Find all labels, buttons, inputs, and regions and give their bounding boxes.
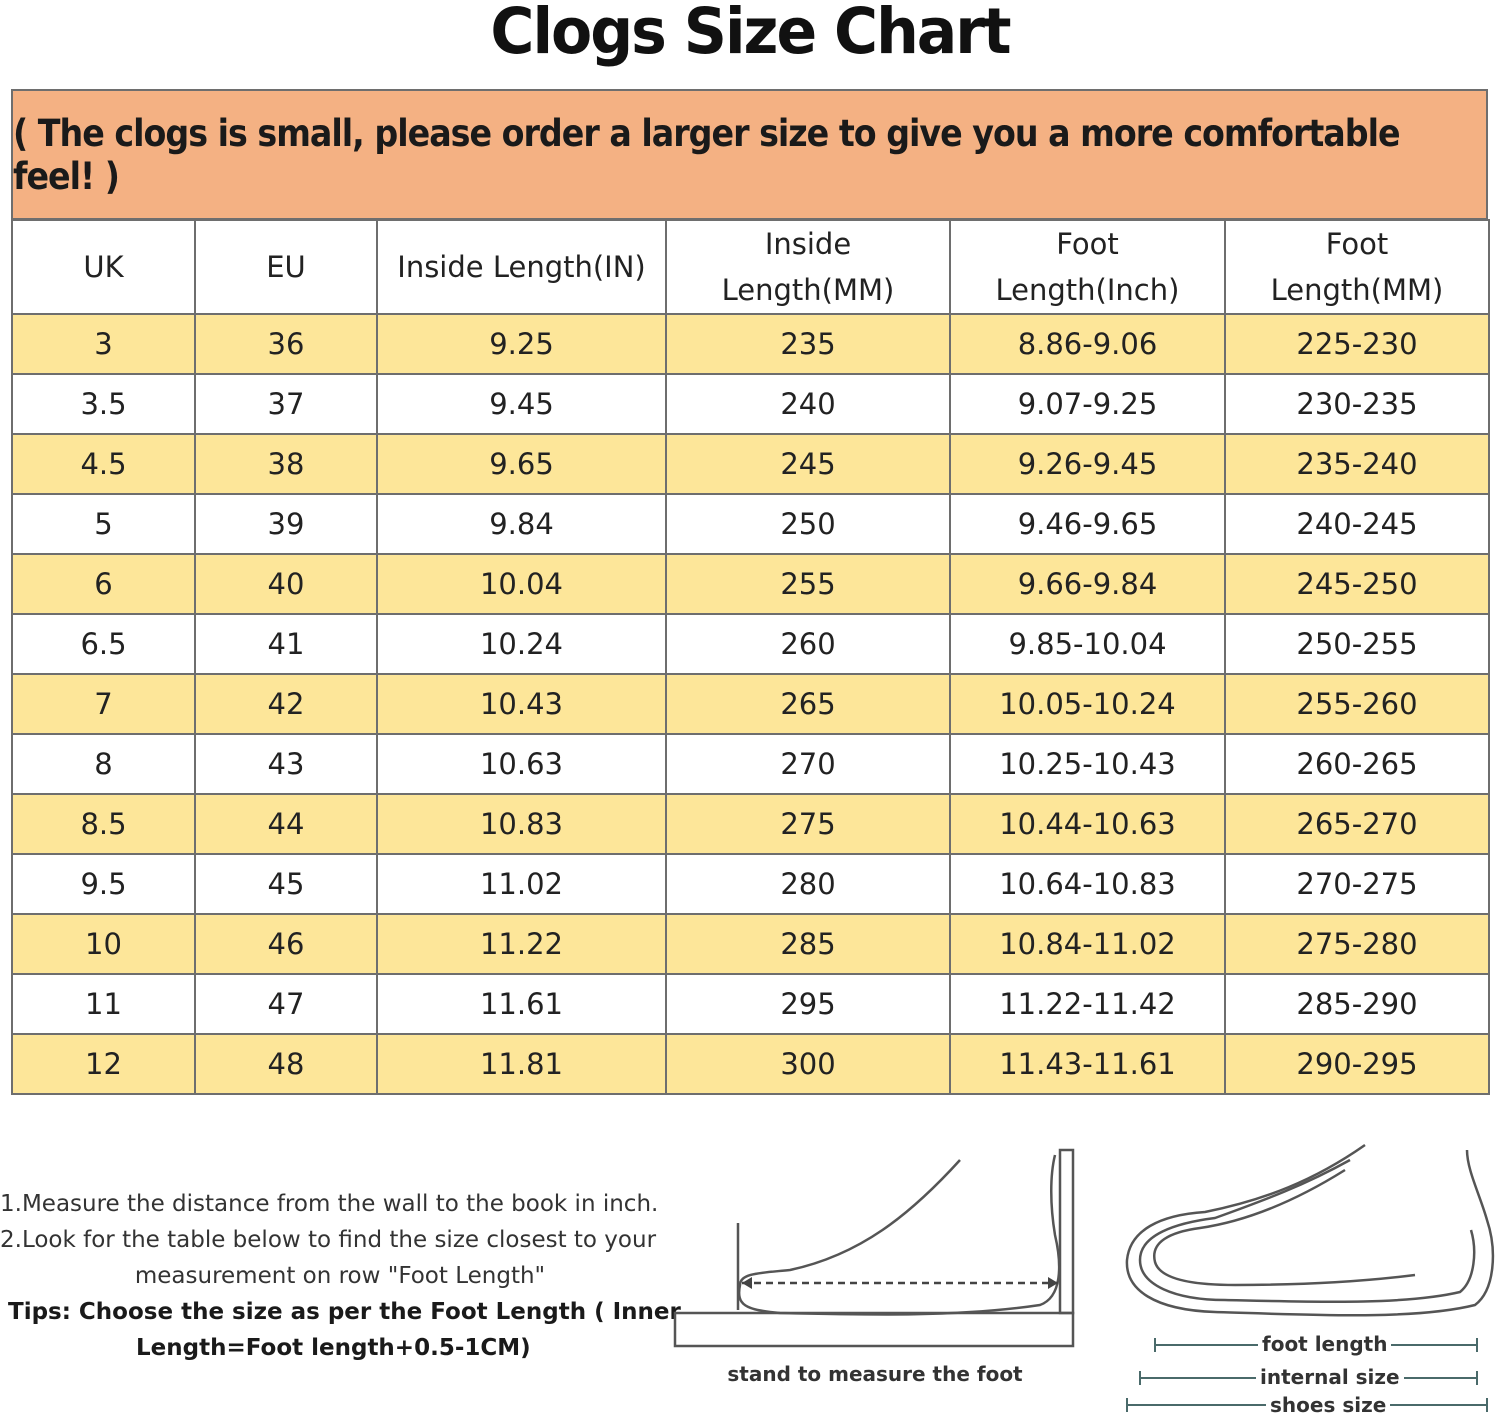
cell-eu: 47 xyxy=(195,974,377,1034)
cell-eu: 42 xyxy=(195,674,377,734)
table-row xyxy=(12,974,1489,1034)
cell-inside-length-mm: 300 xyxy=(666,1034,950,1094)
header-uk xyxy=(12,220,195,314)
cell-foot-length-inch: 9.07-9.25 xyxy=(950,374,1225,434)
cell-inside-length-in: 9.65 xyxy=(377,434,666,494)
header-inside-length-mm-line: Length(MM) xyxy=(721,273,895,307)
cell-foot-length-inch: 10.84-11.02 xyxy=(950,914,1225,974)
cell-uk: 3.5 xyxy=(12,374,195,434)
cell-foot-length-inch: 10.64-10.83 xyxy=(950,854,1225,914)
cell-inside-length-in: 11.02 xyxy=(377,854,666,914)
table-row xyxy=(12,614,1489,674)
cell-uk: 5 xyxy=(12,494,195,554)
cell-inside-length-in: 10.04 xyxy=(377,554,666,614)
cell-inside-length-in: 10.63 xyxy=(377,734,666,794)
header-inside-length-in-line: Inside Length(IN) xyxy=(397,250,646,284)
cell-uk: 3 xyxy=(12,314,195,374)
cell-eu: 46 xyxy=(195,914,377,974)
floor-board xyxy=(675,1313,1073,1346)
cell-inside-length-in: 10.83 xyxy=(377,794,666,854)
cell-foot-length-inch: 9.85-10.04 xyxy=(950,614,1225,674)
internal-size-label: internal size xyxy=(1256,1365,1404,1389)
shoe-outer-outline xyxy=(1127,1145,1493,1315)
table-row xyxy=(12,914,1489,974)
header-foot-length-mm-line: Length(MM) xyxy=(1270,273,1444,307)
cell-eu: 45 xyxy=(195,854,377,914)
tips xyxy=(0,1294,681,1366)
cell-inside-length-in: 10.24 xyxy=(377,614,666,674)
cell-inside-length-mm: 275 xyxy=(666,794,950,854)
cell-foot-length-mm: 225-230 xyxy=(1225,314,1489,374)
foot-inside-outline xyxy=(1154,1170,1415,1285)
wall xyxy=(1060,1150,1073,1313)
cell-inside-length-in: 9.45 xyxy=(377,374,666,434)
cell-uk: 12 xyxy=(12,1034,195,1094)
cell-uk: 11 xyxy=(12,974,195,1034)
cell-inside-length-mm: 285 xyxy=(666,914,950,974)
size-warning-banner: ( The clogs is small, please order a larger size to give you a more comfortable feel! ) xyxy=(11,89,1488,220)
table-row xyxy=(12,374,1489,434)
cell-foot-length-inch: 8.86-9.06 xyxy=(950,314,1225,374)
cell-uk: 6.5 xyxy=(12,614,195,674)
page-title: Clogs Size Chart xyxy=(490,0,1010,69)
cell-uk: 6 xyxy=(12,554,195,614)
cell-uk: 8 xyxy=(12,734,195,794)
cell-foot-length-inch: 9.46-9.65 xyxy=(950,494,1225,554)
cell-inside-length-mm: 235 xyxy=(666,314,950,374)
cell-eu: 44 xyxy=(195,794,377,854)
cell-foot-length-inch: 9.66-9.84 xyxy=(950,554,1225,614)
stand-caption: stand to measure the foot xyxy=(727,1362,1023,1386)
cell-inside-length-mm: 250 xyxy=(666,494,950,554)
cell-uk: 9.5 xyxy=(12,854,195,914)
instruction-step-2-cont: measurement on row "Foot Length" xyxy=(134,1263,546,1289)
cell-eu: 40 xyxy=(195,554,377,614)
tips-line-1: Tips: Choose the size as per the Foot Length ( Inner xyxy=(8,1299,681,1325)
cell-inside-length-in: 10.43 xyxy=(377,674,666,734)
cell-inside-length-mm: 240 xyxy=(666,374,950,434)
cell-eu: 39 xyxy=(195,494,377,554)
cell-eu: 37 xyxy=(195,374,377,434)
size-table xyxy=(11,219,1490,1095)
cell-foot-length-mm: 265-270 xyxy=(1225,794,1489,854)
shoes-size-label: shoes size xyxy=(1266,1393,1390,1417)
cell-foot-length-mm: 250-255 xyxy=(1225,614,1489,674)
cell-foot-length-inch: 10.44-10.63 xyxy=(950,794,1225,854)
cell-eu: 41 xyxy=(195,614,377,674)
cell-uk: 8.5 xyxy=(12,794,195,854)
table-row xyxy=(12,794,1489,854)
header-inside-length-in xyxy=(377,220,666,314)
cell-eu: 36 xyxy=(195,314,377,374)
header-foot-length-inch-line: Foot xyxy=(1056,227,1119,261)
cell-inside-length-mm: 260 xyxy=(666,614,950,674)
header-foot-length-inch-line: Length(Inch) xyxy=(995,273,1180,307)
cell-uk: 7 xyxy=(12,674,195,734)
header-inside-length-mm-line: Inside xyxy=(764,227,852,261)
cell-inside-length-in: 11.22 xyxy=(377,914,666,974)
instruction-step-1: 1.Measure the distance from the wall to the book in inch. xyxy=(0,1191,659,1217)
table-row xyxy=(12,554,1489,614)
shoe-inner-outline xyxy=(1140,1160,1474,1302)
table-body xyxy=(12,314,1489,1094)
cell-inside-length-mm: 265 xyxy=(666,674,950,734)
cell-eu: 38 xyxy=(195,434,377,494)
cell-foot-length-mm: 230-235 xyxy=(1225,374,1489,434)
header-foot-length-inch xyxy=(950,220,1225,314)
cell-inside-length-mm: 245 xyxy=(666,434,950,494)
cell-foot-length-mm: 270-275 xyxy=(1225,854,1489,914)
table-row xyxy=(12,1034,1489,1094)
cell-foot-length-mm: 260-265 xyxy=(1225,734,1489,794)
header-foot-length-mm-line: Foot xyxy=(1325,227,1389,261)
table-row xyxy=(12,854,1489,914)
cell-inside-length-mm: 255 xyxy=(666,554,950,614)
cell-foot-length-mm: 235-240 xyxy=(1225,434,1489,494)
cell-eu: 48 xyxy=(195,1034,377,1094)
cell-inside-length-mm: 270 xyxy=(666,734,950,794)
table-row xyxy=(12,434,1489,494)
table-header-row xyxy=(12,220,1489,314)
table-row xyxy=(12,674,1489,734)
cell-inside-length-mm: 280 xyxy=(666,854,950,914)
foot-outline xyxy=(739,1155,1059,1315)
header-eu-line: EU xyxy=(266,250,306,284)
cell-uk: 10 xyxy=(12,914,195,974)
cell-foot-length-inch: 11.43-11.61 xyxy=(950,1034,1225,1094)
cell-foot-length-mm: 245-250 xyxy=(1225,554,1489,614)
foot-length-label: foot length xyxy=(1258,1332,1391,1356)
tips-line-2: Length=Foot length+0.5-1CM) xyxy=(136,1335,531,1361)
cell-eu: 43 xyxy=(195,734,377,794)
instruction-step-2: 2.Look for the table below to find the size closest to your xyxy=(0,1227,657,1253)
cell-foot-length-inch: 11.22-11.42 xyxy=(950,974,1225,1034)
cell-foot-length-mm: 255-260 xyxy=(1225,674,1489,734)
header-uk-line: UK xyxy=(83,250,124,284)
cell-foot-length-inch: 10.25-10.43 xyxy=(950,734,1225,794)
cell-inside-length-in: 9.84 xyxy=(377,494,666,554)
cell-inside-length-mm: 295 xyxy=(666,974,950,1034)
cell-foot-length-inch: 9.26-9.45 xyxy=(950,434,1225,494)
cell-foot-length-mm: 290-295 xyxy=(1225,1034,1489,1094)
table-row xyxy=(12,314,1489,374)
cell-foot-length-mm: 285-290 xyxy=(1225,974,1489,1034)
cell-inside-length-in: 11.81 xyxy=(377,1034,666,1094)
cell-inside-length-in: 11.61 xyxy=(377,974,666,1034)
header-inside-length-mm xyxy=(666,220,950,314)
header-foot-length-mm xyxy=(1225,220,1489,314)
cell-foot-length-mm: 240-245 xyxy=(1225,494,1489,554)
cell-foot-length-mm: 275-280 xyxy=(1225,914,1489,974)
cell-foot-length-inch: 10.05-10.24 xyxy=(950,674,1225,734)
header-eu xyxy=(195,220,377,314)
table-row xyxy=(12,494,1489,554)
measure-instructions xyxy=(0,1186,681,1366)
cell-inside-length-in: 9.25 xyxy=(377,314,666,374)
table-row xyxy=(12,734,1489,794)
cell-uk: 4.5 xyxy=(12,434,195,494)
